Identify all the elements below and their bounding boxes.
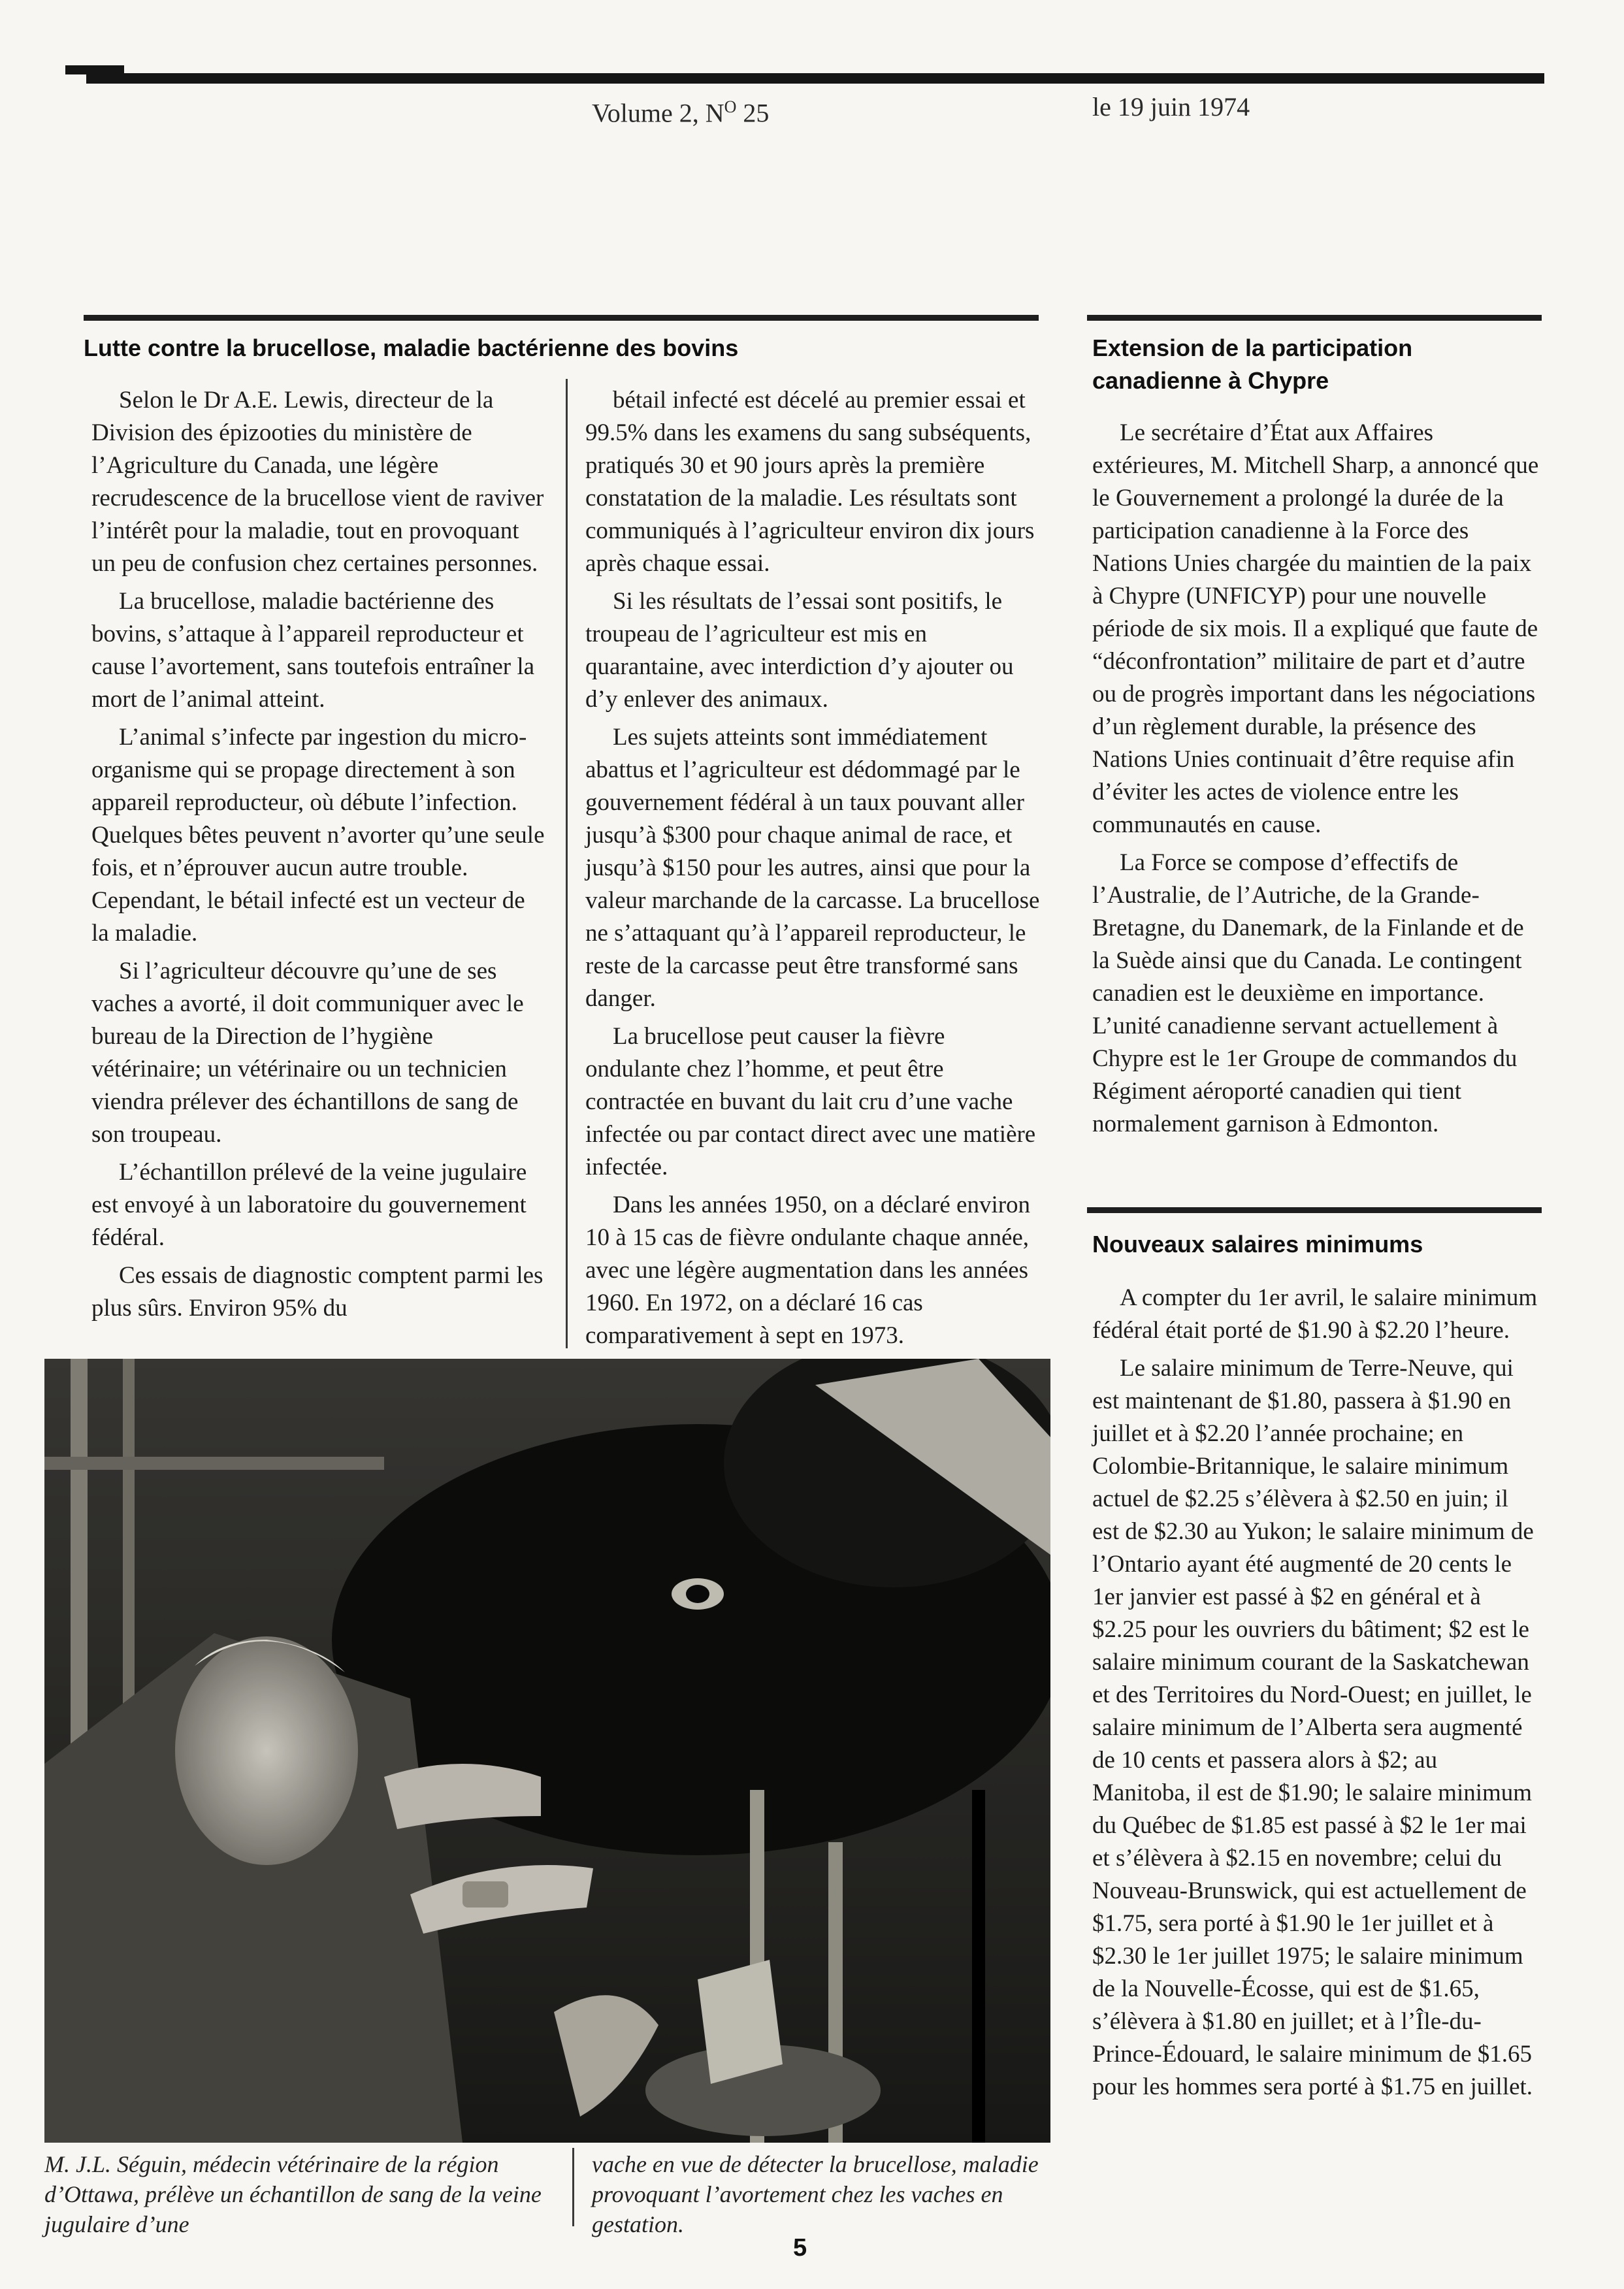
section-rule-chypre (1087, 315, 1542, 321)
salaires-paragraph: A compter du 1er avril, le salaire minimum fédéral était porté de $1.90 à $2.20 l’heure. (1092, 1284, 1538, 1344)
chypre-body (1092, 417, 1540, 1146)
salaires-body (1092, 1282, 1540, 2109)
brucellose-column-2 (585, 384, 1044, 1357)
page-number: 5 (793, 2234, 807, 2262)
headline-chypre: Extension de la participation canadienne à Chypre (1092, 334, 1413, 394)
column-divider (566, 379, 568, 1348)
veterinarian-cow-photo (44, 1359, 1050, 2143)
photo-caption-part-1: M. J.L. Séguin, médecin vétérinaire de la région d’Ottawa, prélève un échantillon de sang de la veine jugulaire d’une (44, 2151, 542, 2237)
brucellose-col2-paragraph: bétail infecté est décelé au premier essai et 99.5% dans les examens du sang subséquents, pratiqués 30 et 90 jours après la première constatation de la maladie. Les résultats sont communiqués à l’agriculteur environ dix jours après chaque essai. (585, 387, 1035, 577)
photo-caption-part-2: vache en vue de détecter la brucellose, maladie provoquant l’avortement chez les vaches en gestation. (592, 2151, 1039, 2237)
salaires-paragraph: Le salaire minimum de Terre-Neuve, qui est maintenant de $1.80, passera à $1.90 en juillet et à $2.20 l’année prochaine; en Colombie-Britannique, le salaire minimum actuel de $2.25 s’élèvera à $2.50 en juin; il est de $2.30 au Yukon; le salaire minimum de l’Ontario ayant été augmenté de 20 cents le 1er janvier est passé à $2 en général et à $2.25 pour les ouvriers du bâtiment; $2 est le salaire minimum courant de la Saskatchewan et des Territoires du Nord-Ouest; en juillet, le salaire minimum de l’Alberta sera augmenté de 10 cents et passera alors à $2; au Manitoba, il est de $1.90; le salaire minimum du Québec de $1.85 est passé à $2 le 1er mai et s’élèvera à $2.15 en novembre; celui du Nouveau-Brunswick, qui est actuellement de $1.75, sera porté à $1.90 le 1er juillet et à $2.30 le 1er juillet 1975; le salaire minimum de la Nouvelle-Écosse, qui est de $1.65, s’élèvera à $1.80 en juillet; et à l’Île-du-Prince-Édouard, le salaire minimum de $1.65 pour les hommes sera porté à $1.75 en juillet. (1092, 1355, 1534, 2100)
brucellose-col2-paragraph: Les sujets atteints sont immédiatement abattus et l’agriculteur est dédommagé par le gouvernement fédéral à un taux pouvant aller jusqu’à $300 pour chaque animal de race, et jusqu’à $150 pour les autres, ainsi que pour la valeur marchande de la carcasse. La brucellose ne s’attaquant qu’à l’appareil reproducteur, le reste de la carcasse peut être transformé sans danger. (585, 724, 1040, 1012)
issue-date: le 19 juin 1974 (1092, 92, 1250, 122)
brucellose-col1-paragraph: Selon le Dr A.E. Lewis, directeur de la Division des épizooties du ministère de l’Agriculture du Canada, une légère recrudescence de la brucellose vient de raviver l’intérêt pour la maladie, tout en provoquant un peu de confusion chez certaines personnes. (91, 387, 544, 577)
photo-illustration (44, 1359, 1050, 2143)
brucellose-col1-paragraph: L’animal s’infecte par ingestion du micro-organisme qui se propage directement à son appareil reproducteur, où débute l’infection. Quelques bêtes peuvent n’avorter qu’une seule fois, et n’éprouver aucun autre trouble. Cependant, le bétail infecté est un vecteur de la maladie. (91, 724, 545, 947)
chypre-paragraph: La Force se compose d’effectifs de l’Australie, de l’Autriche, de la Grande-Bretagne, du Danemark, de la Finlande et de la Suède ainsi que du Canada. Le contingent canadien est le deuxième en importance. L’unité canadienne servant actuellement à Chypre est le 1er Groupe de commandos du Régiment aéroporté canadien qui tient normalement garnison à Edmonton. (1092, 849, 1524, 1137)
brucellose-col2-paragraph: Si les résultats de l’essai sont positifs, le troupeau de l’agriculteur est mis en quarantaine, avec interdiction d’y ajouter ou d’y enlever des animaux. (585, 588, 1014, 713)
masthead-rule (86, 73, 1544, 84)
headline-brucellose: Lutte contre la brucellose, maladie bactérienne des bovins (84, 334, 739, 361)
volume-number: Volume 2, $N^O$ 25 (592, 97, 770, 128)
brucellose-col1-paragraph: Si l’agriculteur découvre qu’une de ses vaches a avorté, il doit communiquer avec le bureau de la Direction de l’hygiène vétérinaire; un vétérinaire ou un technicien viendra prélever des échantillons de sang de son troupeau. (91, 958, 524, 1148)
section-rule-salaires (1087, 1207, 1542, 1213)
headline-salaires: Nouveaux salaires minimums (1092, 1231, 1423, 1258)
brucellose-col2-paragraph: Dans les années 1950, on a déclaré environ 10 à 15 cas de fièvre ondulante chaque année, avec une légère augmentation dans les années 1960. En 1972, on a déclaré 16 cas comparativement à sept en 1973. (585, 1192, 1031, 1349)
chypre-paragraph: Le secrétaire d’État aux Affaires extérieures, M. Mitchell Sharp, a annoncé que le Gouvernement a prolongé la durée de la participation canadienne à la Force des Nations Unies chargée du maintien de la paix à Chypre (UNFICYP) pour une nouvelle période de six mois. Il a expliqué que faute de “déconfrontation” militaire de part et d’autre ou de progrès important dans les négociations d’un règlement durable, la présence des Nations Unies continuait d’être requise afin d’éviter les actes de violence entre les communautés en cause. (1092, 419, 1539, 838)
brucellose-col2-paragraph: La brucellose peut causer la fièvre ondulante chez l’homme, et peut être contractée en buvant du lait cru d’une vache infectée ou par contact direct avec une matière infectée. (585, 1023, 1036, 1180)
caption-divider (572, 2148, 574, 2226)
brucellose-col1-paragraph: Ces essais de diagnostic comptent parmi les plus sûrs. Environ 95% du (91, 1262, 544, 1322)
brucellose-col1-paragraph: L’échantillon prélevé de la veine jugulaire est envoyé à un laboratoire du gouvernement fédéral. (91, 1159, 527, 1251)
section-rule-brucellose (84, 315, 1039, 321)
brucellose-col1-paragraph: La brucellose, maladie bactérienne des bovins, s’attaque à l’appareil reproducteur et cause l’avortement, sans toutefois entraîner la mort de l’animal atteint. (91, 588, 535, 713)
brucellose-column-1 (91, 384, 546, 1330)
volume-superscript: O (724, 97, 737, 116)
